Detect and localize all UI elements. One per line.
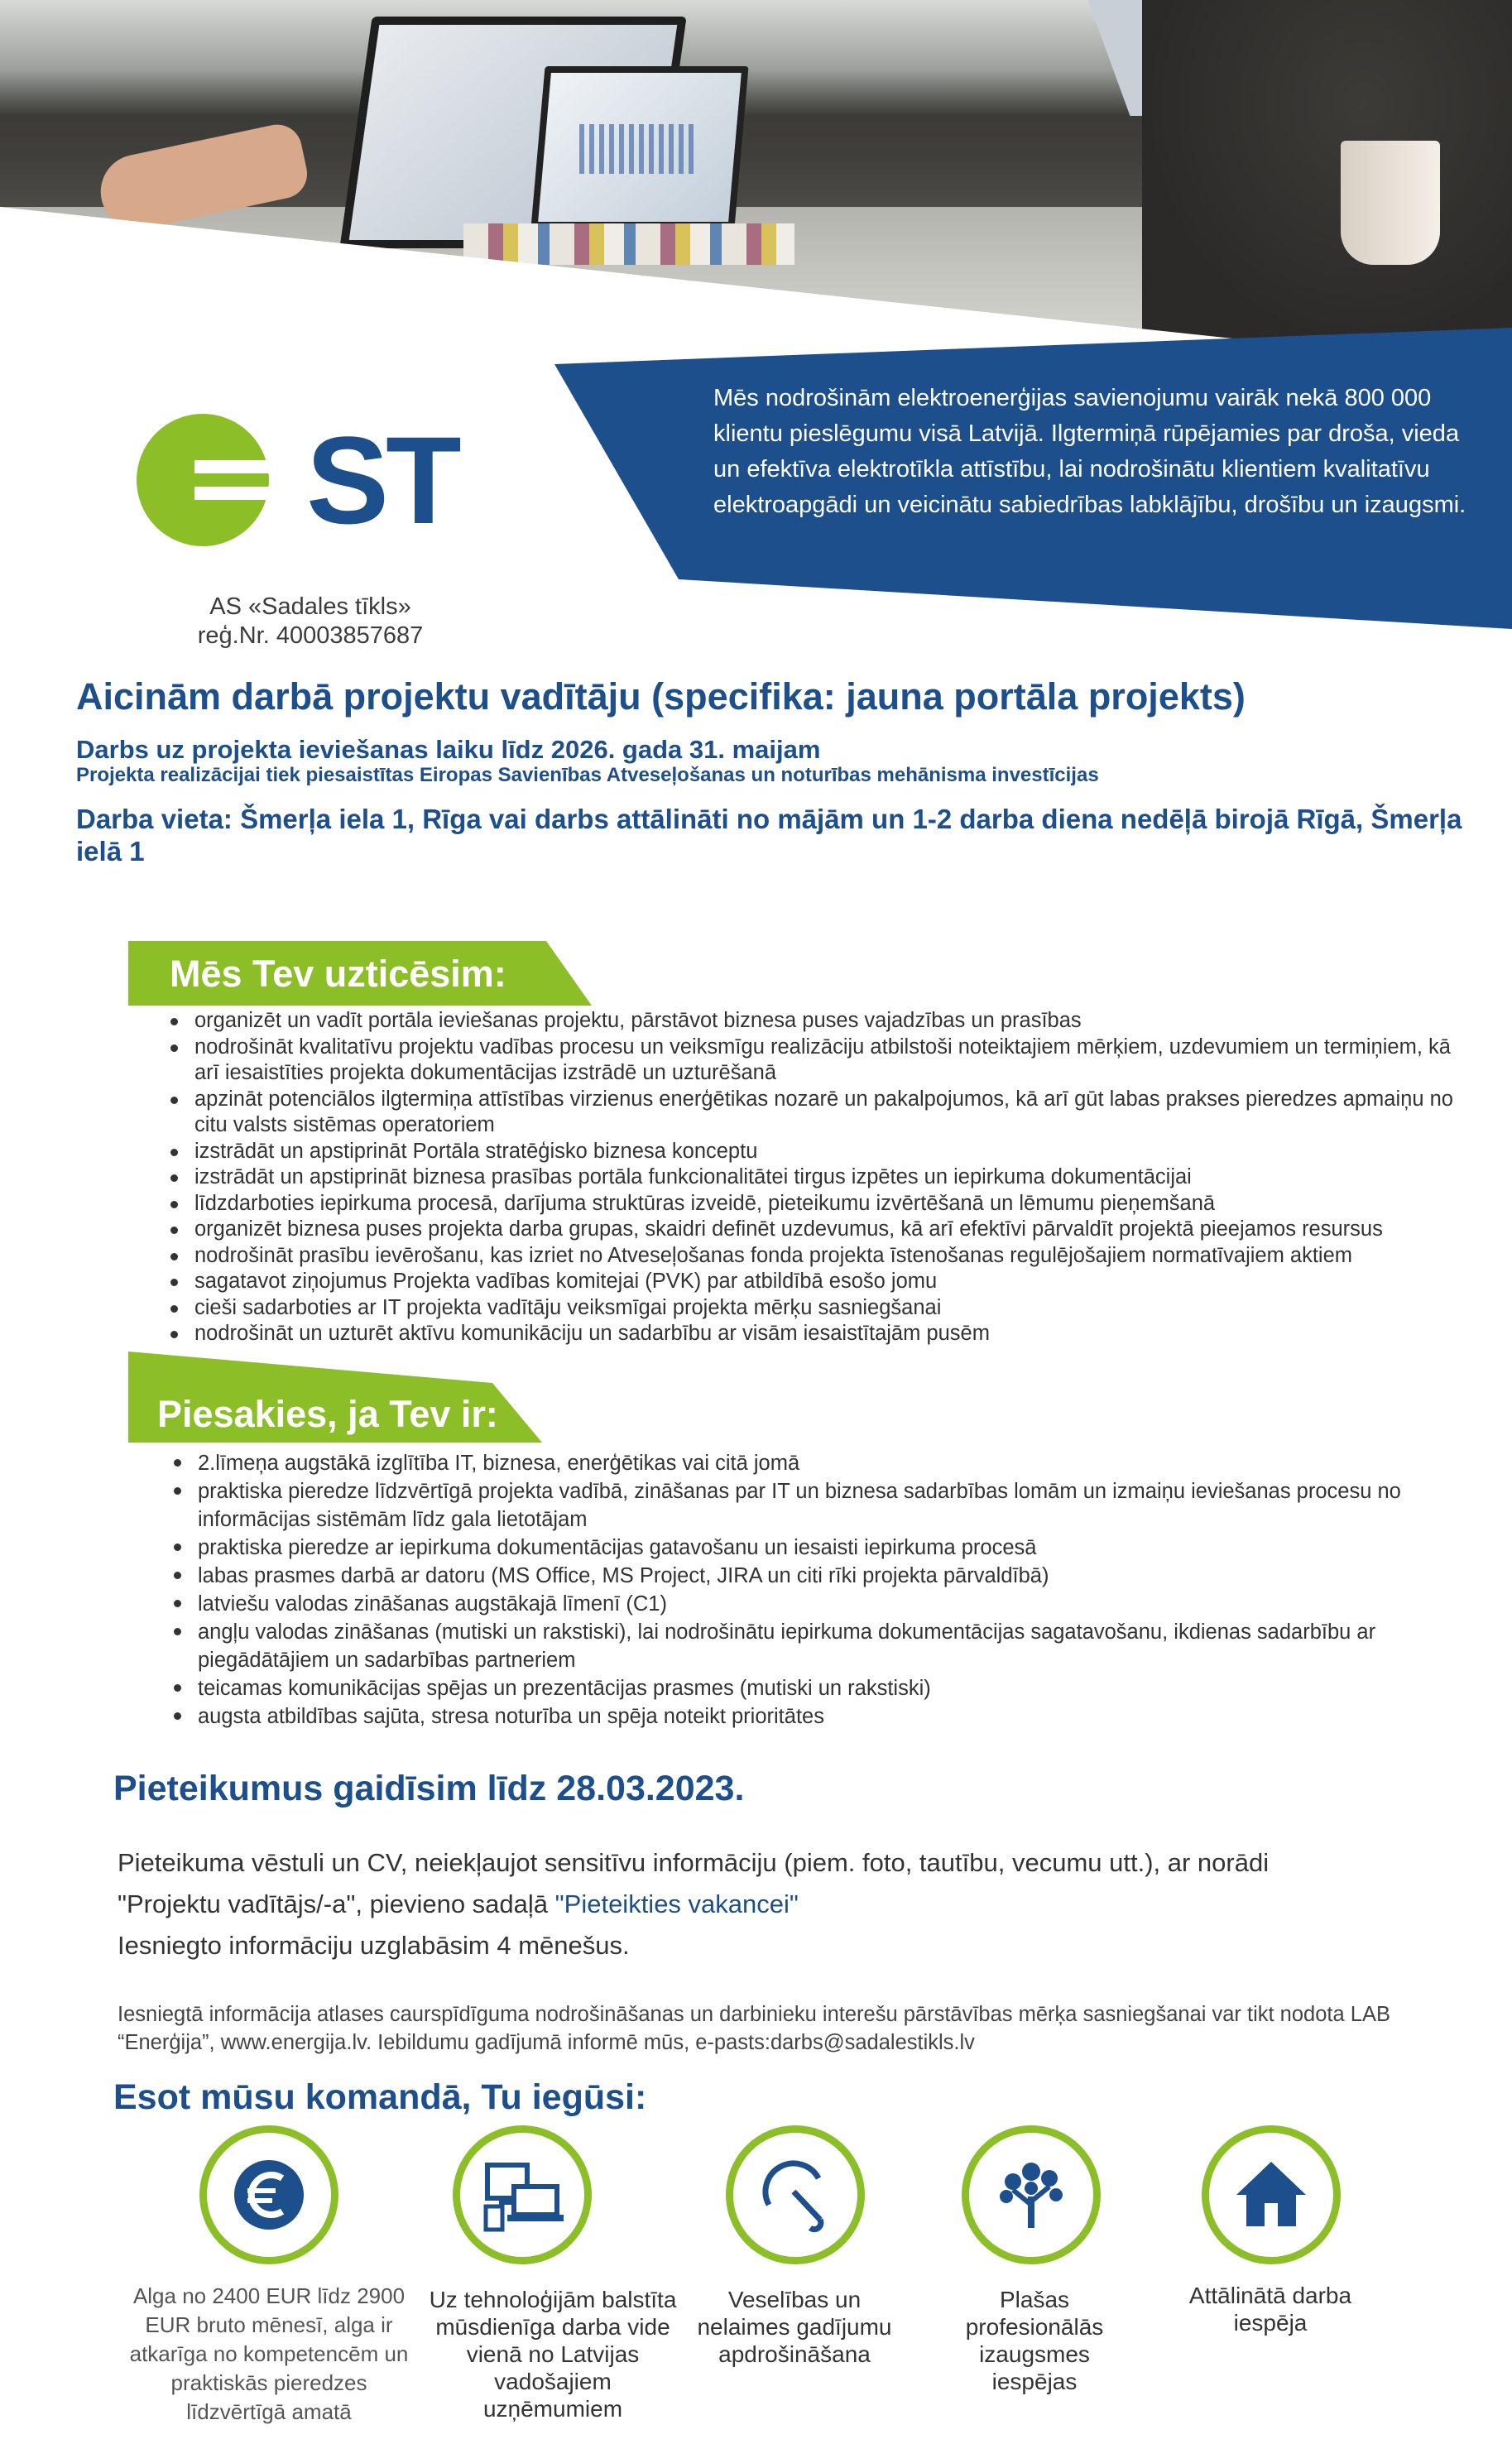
umbrella-icon bbox=[754, 2153, 837, 2236]
list-item: augsta atbildības sajūta, stresa noturība un spēja noteikt prioritātes bbox=[165, 1702, 1456, 1731]
application-deadline: Pieteikumus gaidīsim līdz 28.03.2023. bbox=[113, 1769, 745, 1808]
apply-vacancy-link[interactable]: "Pieteikties vakancei" bbox=[554, 1889, 799, 1918]
requirements-list bbox=[165, 1449, 1456, 1731]
company-reg-nr: reģ.Nr. 40003857687 bbox=[197, 622, 424, 649]
duties-list bbox=[161, 1008, 1461, 1347]
list-item: izstrādāt un apstiprināt Portāla stratēģisko biznesa konceptu bbox=[161, 1139, 1461, 1165]
application-instructions bbox=[118, 1842, 1458, 1966]
requirements-banner bbox=[128, 1352, 542, 1435]
benefit-circle-insurance bbox=[726, 2125, 865, 2264]
list-item: nodrošināt un uzturēt aktīvu komunikāciju un sadarbību ar visām iesaistītajām pusēm bbox=[161, 1321, 1461, 1347]
company-name: AS «Sadales tīkls» bbox=[209, 593, 411, 620]
logo-st-letters: ST bbox=[306, 411, 458, 550]
list-item: izstrādāt un apstiprināt biznesa prasības portāla funkcionalitātei tirgus izpētes un iepirkuma dokumentācijai bbox=[161, 1164, 1461, 1191]
list-item: organizēt un vadīt portāla ieviešanas projektu, pārstāvot biznesa puses vajadzības un prasības bbox=[161, 1008, 1461, 1035]
job-funding: Projekta realizācijai tiek piesaistītas Eiropas Savienības Atveseļošanas un noturības mehānisma investīcijas bbox=[76, 764, 1099, 786]
tree-icon bbox=[990, 2153, 1073, 2236]
list-item: sagatavot ziņojumus Projekta vadības komitejai (PVK) par atbildībā esošo jomu bbox=[161, 1269, 1461, 1295]
job-duration: Darbs uz projekta ieviešanas laiku līdz 2026. gada 31. maijam bbox=[76, 735, 821, 764]
list-item: angļu valodas zināšanas (mutiski un rakstiski), lai nodrošinātu iepirkuma dokumentācijas sagatavošanu, ikdienas sadarbību ar piegādātājiem un sadarbības partneriem bbox=[165, 1618, 1456, 1674]
list-item: latviešu valodas zināšanas augstākajā līmenī (C1) bbox=[165, 1590, 1456, 1618]
duties-banner bbox=[128, 941, 592, 1006]
list-item: nodrošināt prasību ievērošanu, kas izriet no Atveseļošanas fonda projekta īstenošanas regulējošajiem normatīvajiem aktiem bbox=[161, 1243, 1461, 1270]
benefit-label-technology: Uz tehnoloģijām balstīta mūsdienīga darba vide vienā no Latvijas vadošajiem uzņēmumiem bbox=[429, 2287, 677, 2422]
benefits-title: Esot mūsu komandā, Tu iegūsi: bbox=[113, 2077, 647, 2117]
list-item: praktiska pieredze līdzvērtīgā projekta vadībā, zināšanas par IT un biznesa sadarbības lomām un izmaiņu ieviešanas procesu no informācijas sistēmām līdz gala lietotājam bbox=[165, 1477, 1456, 1534]
benefit-label-growth: Plašas profesionālās izaugsmes iespējas bbox=[965, 2287, 1104, 2394]
list-item: līdzdarboties iepirkuma procesā, darījuma struktūras izveidē, pieteikumu izvērtēšanā un lēmumu pieņemšanā bbox=[161, 1191, 1461, 1217]
logo-e-mark bbox=[137, 414, 269, 546]
benefit-circle-growth bbox=[962, 2125, 1101, 2264]
list-item: nodrošināt kvalitatīvu projektu vadības procesu un veiksmīgu realizāciju atbilstoši noteiktajiem mērķiem, uzdevumiem un termiņiem, kā arī iesaistīties projekta dokumentācijas izstrādē un uzturēšanā bbox=[161, 1035, 1461, 1087]
requirements-heading: Piesakies, ja Tev ir: bbox=[157, 1393, 498, 1435]
application-line-2 bbox=[118, 1884, 1458, 1925]
header-shapes bbox=[0, 0, 1512, 662]
benefit-label-insurance: Veselības un nelaimes gadījumu apdrošināšana bbox=[697, 2287, 892, 2367]
benefit-circle-remote bbox=[1202, 2125, 1341, 2264]
application-line-2-text: "Projektu vadītājs/-a", pievieno sadaļā bbox=[118, 1889, 555, 1918]
house-icon bbox=[1230, 2153, 1313, 2236]
intro-text: Mēs nodrošinām elektroenerģijas savienojumu vairāk nekā 800 000 klientu pieslēgumu visā Latvijā. Ilgtermiņā rūpējamies par droša, vieda un efektīva elektrotīkla attīstību, lai nodrošinātu klientiem kvalitatīvu elektroapgādi un veicinātu sabiedrības labklājību, drošību un izaugsmi. bbox=[713, 385, 1466, 518]
benefit-circle-salary bbox=[199, 2125, 338, 2264]
application-line-3: Iesniegto informāciju uzglabāsim 4 mēnešus. bbox=[118, 1931, 630, 1960]
list-item: praktiska pieredze ar iepirkuma dokumentācijas gatavošanu un iesaisti iepirkuma procesā bbox=[165, 1534, 1456, 1562]
list-item: labas prasmes darbā ar datoru (MS Office, MS Project, JIRA un citi rīki projekta pārvaldībā) bbox=[165, 1562, 1456, 1590]
privacy-notice: Iesniegtā informācija atlases caurspīdīguma nodrošināšanas un darbinieku interešu pārstāvības mērķa sasniegšanai var tikt nodota LAB “Enerģija”, www.energija.lv. Iebildumu gadījumā informē mūs, e-pasts:darbs@sadalestikls.lv bbox=[118, 2003, 1390, 2054]
application-line-1: Pieteikuma vēstuli un CV, neiekļaujot sensitīvu informāciju (piem. foto, tautību, vecumu utt.), ar norādi bbox=[118, 1848, 1270, 1877]
devices-icon bbox=[481, 2153, 564, 2236]
list-item: 2.līmeņa augstākā izglītība IT, biznesa, enerģētikas vai citā jomā bbox=[165, 1449, 1456, 1477]
benefit-circle-technology bbox=[453, 2125, 592, 2264]
benefit-label-salary: Alga no 2400 EUR līdz 2900 EUR bruto mēnesī, alga ir atkarīga no kompetencēm un praktiskās pieredzes līdzvērtīgā amatā bbox=[129, 2283, 409, 2424]
list-item: teicamas komunikācijas spējas un prezentācijas prasmes (mutiski un rakstiski) bbox=[165, 1674, 1456, 1702]
company-info bbox=[157, 593, 463, 651]
list-item: organizēt biznesa puses projekta darba grupas, skaidri definēt uzdevumus, kā arī efektīvi pārvaldīt projektā pieejamos resursus bbox=[161, 1217, 1461, 1243]
list-item: apzināt potenciālos ilgtermiņa attīstības virzienus enerģētikas nozarē un pakalpojumos, kā arī gūt labas prakses pieredzes apmaiņu no citu valsts sistēmas operatoriem bbox=[161, 1087, 1461, 1139]
duties-heading: Mēs Tev uzticēsim: bbox=[170, 953, 506, 995]
benefit-label-remote: Attālinātā darba iespēja bbox=[1188, 2283, 1352, 2336]
euro-icon bbox=[228, 2153, 310, 2236]
job-workplace: Darba vieta: Šmerļa iela 1, Rīga vai darbs attālināti no mājām un 1-2 darba diena nedēļā birojā Rīgā, Šmerļa ielā 1 bbox=[76, 804, 1462, 867]
job-title: Aicinām darbā projektu vadītāju (specifika: jauna portāla projekts) bbox=[76, 675, 1246, 718]
list-item: cieši sadarboties ar IT projekta vadītāju veiksmīgai projekta mērķu sasniegšanai bbox=[161, 1295, 1461, 1322]
